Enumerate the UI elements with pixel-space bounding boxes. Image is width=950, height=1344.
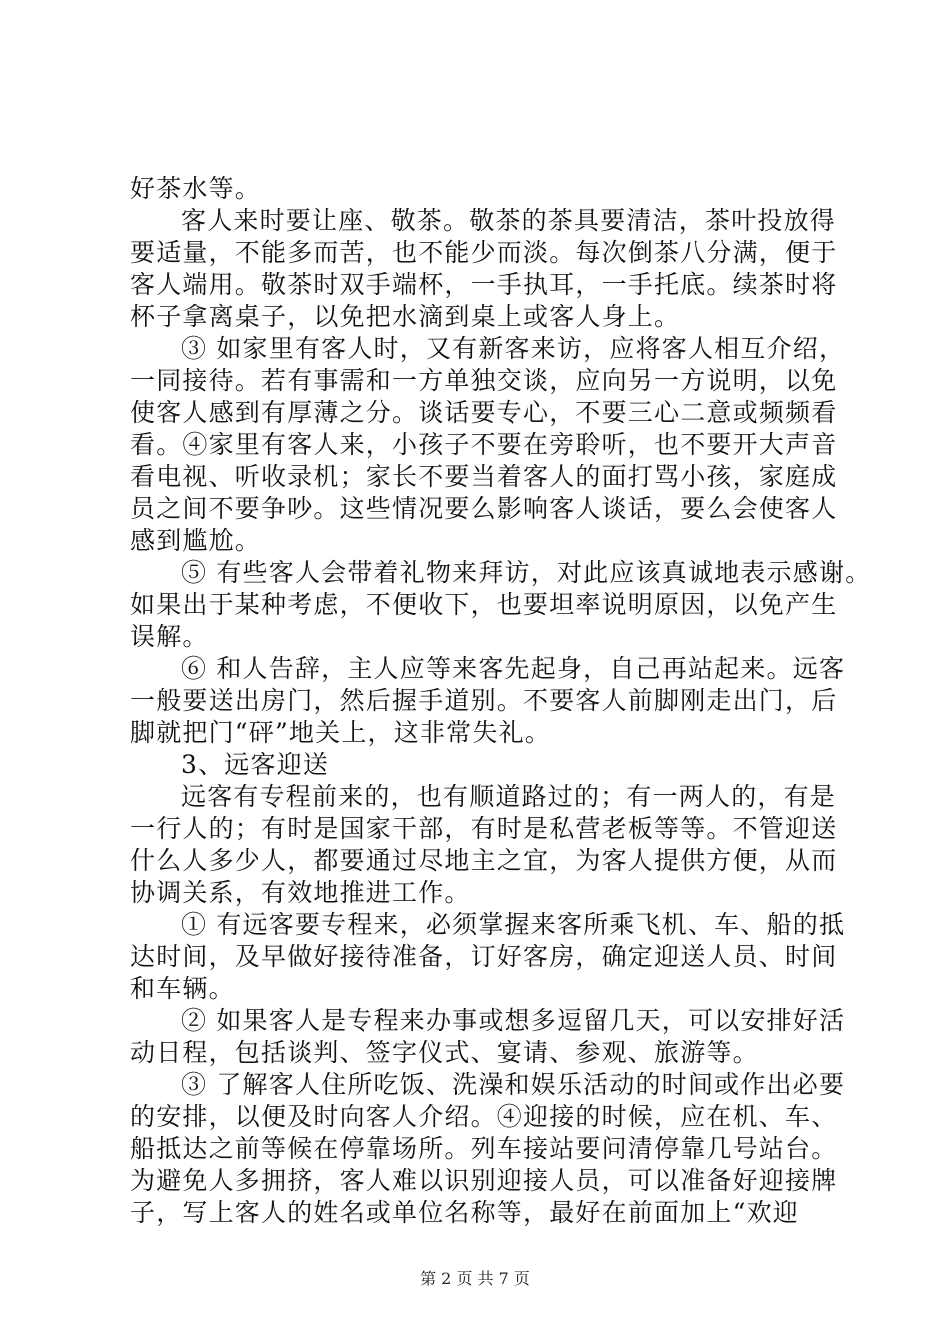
text-line: 好茶水等。 (130, 174, 262, 203)
text-line: 误解。 (130, 622, 209, 651)
text-line: 如果出于某种考虑，不便收下，也要坦率说明原因，以免产生 (130, 590, 838, 619)
text-line: 客人端用。敬茶时双手端杯，一手执耳，一手托底。续茶时将 (130, 270, 838, 299)
text-line: 要适量，不能多而苦，也不能少而淡。每次倒茶八分满，便于 (130, 238, 838, 267)
text-line: 脚就把门“砰”地关上，这非常失礼。 (130, 718, 551, 747)
page-number-footer: 第 2 页 共 7 页 (420, 1269, 530, 1288)
text-line: 什么人多少人，都要通过尽地主之宜，为客人提供方便，从而 (130, 846, 838, 875)
text-line: 一行人的；有时是国家干部，有时是私营老板等等。不管迎送 (130, 814, 838, 843)
text-line: ③ 了解客人住所吃饭、洗澡和娱乐活动的时间或作出必要 (181, 1070, 846, 1099)
text-line: 看电视、听收录机；家长不要当着客人的面打骂小孩，家庭成 (130, 462, 838, 491)
text-line: 客人来时要让座、敬茶。敬茶的茶具要清洁，茶叶投放得 (181, 206, 837, 235)
text-line: 为避免人多拥挤，客人难以识别迎接人员，可以准备好迎接牌 (130, 1166, 838, 1195)
text-line: 员之间不要争吵。这些情况要么影响客人谈话，要么会使客人 (130, 494, 838, 523)
text-line: 看。④家里有客人来，小孩子不要在旁聆听，也不要开大声音 (130, 430, 838, 459)
text-line: 达时间，及早做好接待准备，订好客房，确定迎送人员、时间 (130, 942, 838, 971)
text-line: 的安排，以便及时向客人介绍。④迎接的时候，应在机、车、 (130, 1102, 838, 1131)
text-line: 远客有专程前来的，也有顺道路过的；有一两人的，有是 (181, 782, 837, 811)
text-line: 和车辆。 (130, 974, 235, 1003)
section-heading: 3、远客迎送 (181, 750, 330, 779)
text-line: 杯子拿离桌子，以免把水滴到桌上或客人身上。 (130, 302, 681, 331)
text-line: 动日程，包括谈判、签字仪式、宴请、参观、旅游等。 (130, 1038, 759, 1067)
text-line: 一同接待。若有事需和一方单独交谈，应向另一方说明，以免 (130, 366, 838, 395)
text-line: 子，写上客人的姓名或单位名称等，最好在前面加上“欢迎 (130, 1198, 799, 1227)
text-line: 使客人感到有厚薄之分。谈话要专心，不要三心二意或频频看 (130, 398, 838, 427)
text-line: 协调关系，有效地推进工作。 (130, 878, 471, 907)
text-line: ⑥ 和人告辞，主人应等来客先起身，自己再站起来。远客 (181, 654, 846, 683)
text-line: ⑤ 有些客人会带着礼物来拜访，对此应该真诚地表示感谢。 (181, 558, 872, 587)
text-line: 船抵达之前等候在停靠场所。列车接站要问清停靠几号站台。 (130, 1134, 838, 1163)
text-line: 一般要送出房门，然后握手道别。不要客人前脚刚走出门，后 (130, 686, 838, 715)
text-line: ③ 如家里有客人时，又有新客来访，应将客人相互介绍， (181, 334, 846, 363)
text-line: ① 有远客要专程来，必须掌握来客所乘飞机、车、船的抵 (181, 910, 846, 939)
text-line: ② 如果客人是专程来办事或想多逗留几天，可以安排好活 (181, 1006, 846, 1035)
text-line: 感到尴尬。 (130, 526, 262, 555)
